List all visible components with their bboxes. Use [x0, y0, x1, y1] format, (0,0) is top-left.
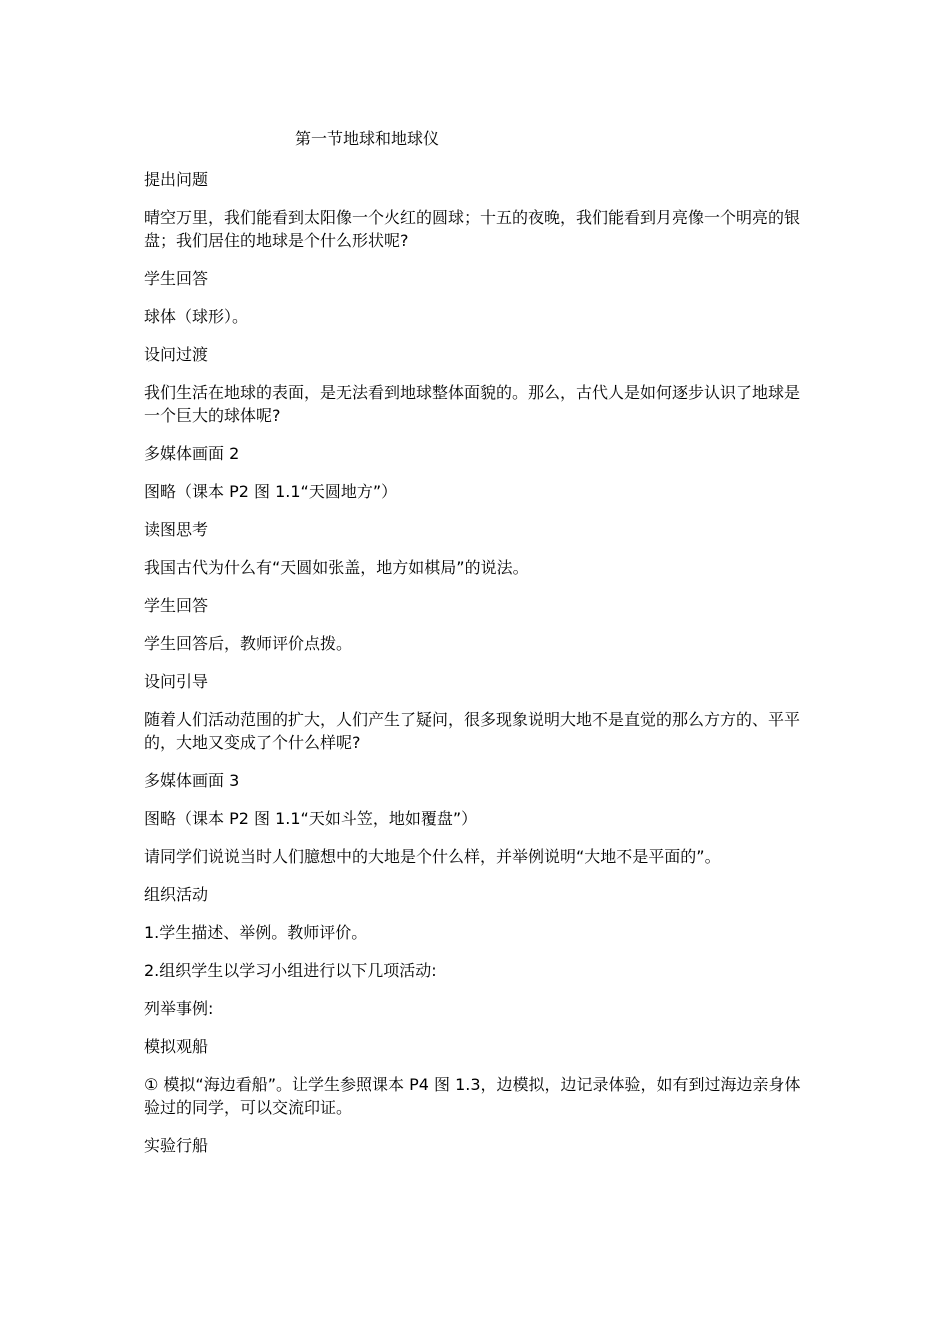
paragraph-heading-multimedia-3: 多媒体画面 3	[144, 771, 240, 790]
paragraph-text: 请同学们说说当时人们臆想中的大地是个什么样，并举例说明“大地不是平面的”。	[144, 847, 721, 866]
paragraph-text: ① 模拟“海边看船”。让学生参照课本 P4 图 1.3，边模拟，边记录体验，如有到过海边亲身体验过的同学，可以交流印证。	[144, 1075, 801, 1117]
paragraph-heading-experiment: 实验行船	[144, 1136, 209, 1155]
paragraph-text: 我国古代为什么有“天圆如张盖，地方如棋局”的说法。	[144, 558, 529, 577]
paragraph-text: 图略（课本 P2 图 1.1“天如斗笠，地如覆盘”）	[144, 809, 478, 828]
paragraph-heading-read-map: 读图思考	[144, 520, 209, 539]
paragraph-heading-activity: 组织活动	[144, 885, 209, 904]
document-body	[144, 168, 808, 1172]
paragraph-text: 图略（课本 P2 图 1.1“天圆地方”）	[144, 482, 398, 501]
paragraph-text: 我们生活在地球的表面，是无法看到地球整体面貌的。那么，古代人是如何逐步认识了地球是一个巨大的球体呢?	[144, 383, 801, 425]
paragraph-text: 列举事例:	[144, 999, 214, 1018]
paragraph-list-item: 1.学生描述、举例。教师评价。	[144, 923, 368, 942]
paragraph-heading-simulate-ship: 模拟观船	[144, 1037, 209, 1056]
document-title: 第一节地球和地球仪	[295, 129, 440, 148]
paragraph-heading-student-answer: 学生回答	[144, 596, 209, 615]
paragraph-heading-student-answer: 学生回答	[144, 269, 209, 288]
paragraph-heading-guidance: 设问引导	[144, 672, 209, 691]
paragraph-heading-multimedia-2: 多媒体画面 2	[144, 444, 240, 463]
paragraph-text: 晴空万里，我们能看到太阳像一个火红的圆球；十五的夜晚，我们能看到月亮像一个明亮的银盘；我们居住的地球是个什么形状呢?	[144, 208, 801, 250]
paragraph-text: 球体（球形）。	[144, 307, 249, 326]
paragraph-heading-raise-question: 提出问题	[144, 170, 209, 189]
paragraph-heading-transition: 设问过渡	[144, 345, 209, 364]
paragraph-text: 学生回答后，教师评价点拨。	[144, 634, 353, 653]
paragraph-text: 随着人们活动范围的扩大，人们产生了疑问，很多现象说明大地不是直觉的那么方方的、平平的，大地又变成了个什么样呢?	[144, 710, 801, 752]
paragraph-list-item: 2.组织学生以学习小组进行以下几项活动:	[144, 961, 437, 980]
